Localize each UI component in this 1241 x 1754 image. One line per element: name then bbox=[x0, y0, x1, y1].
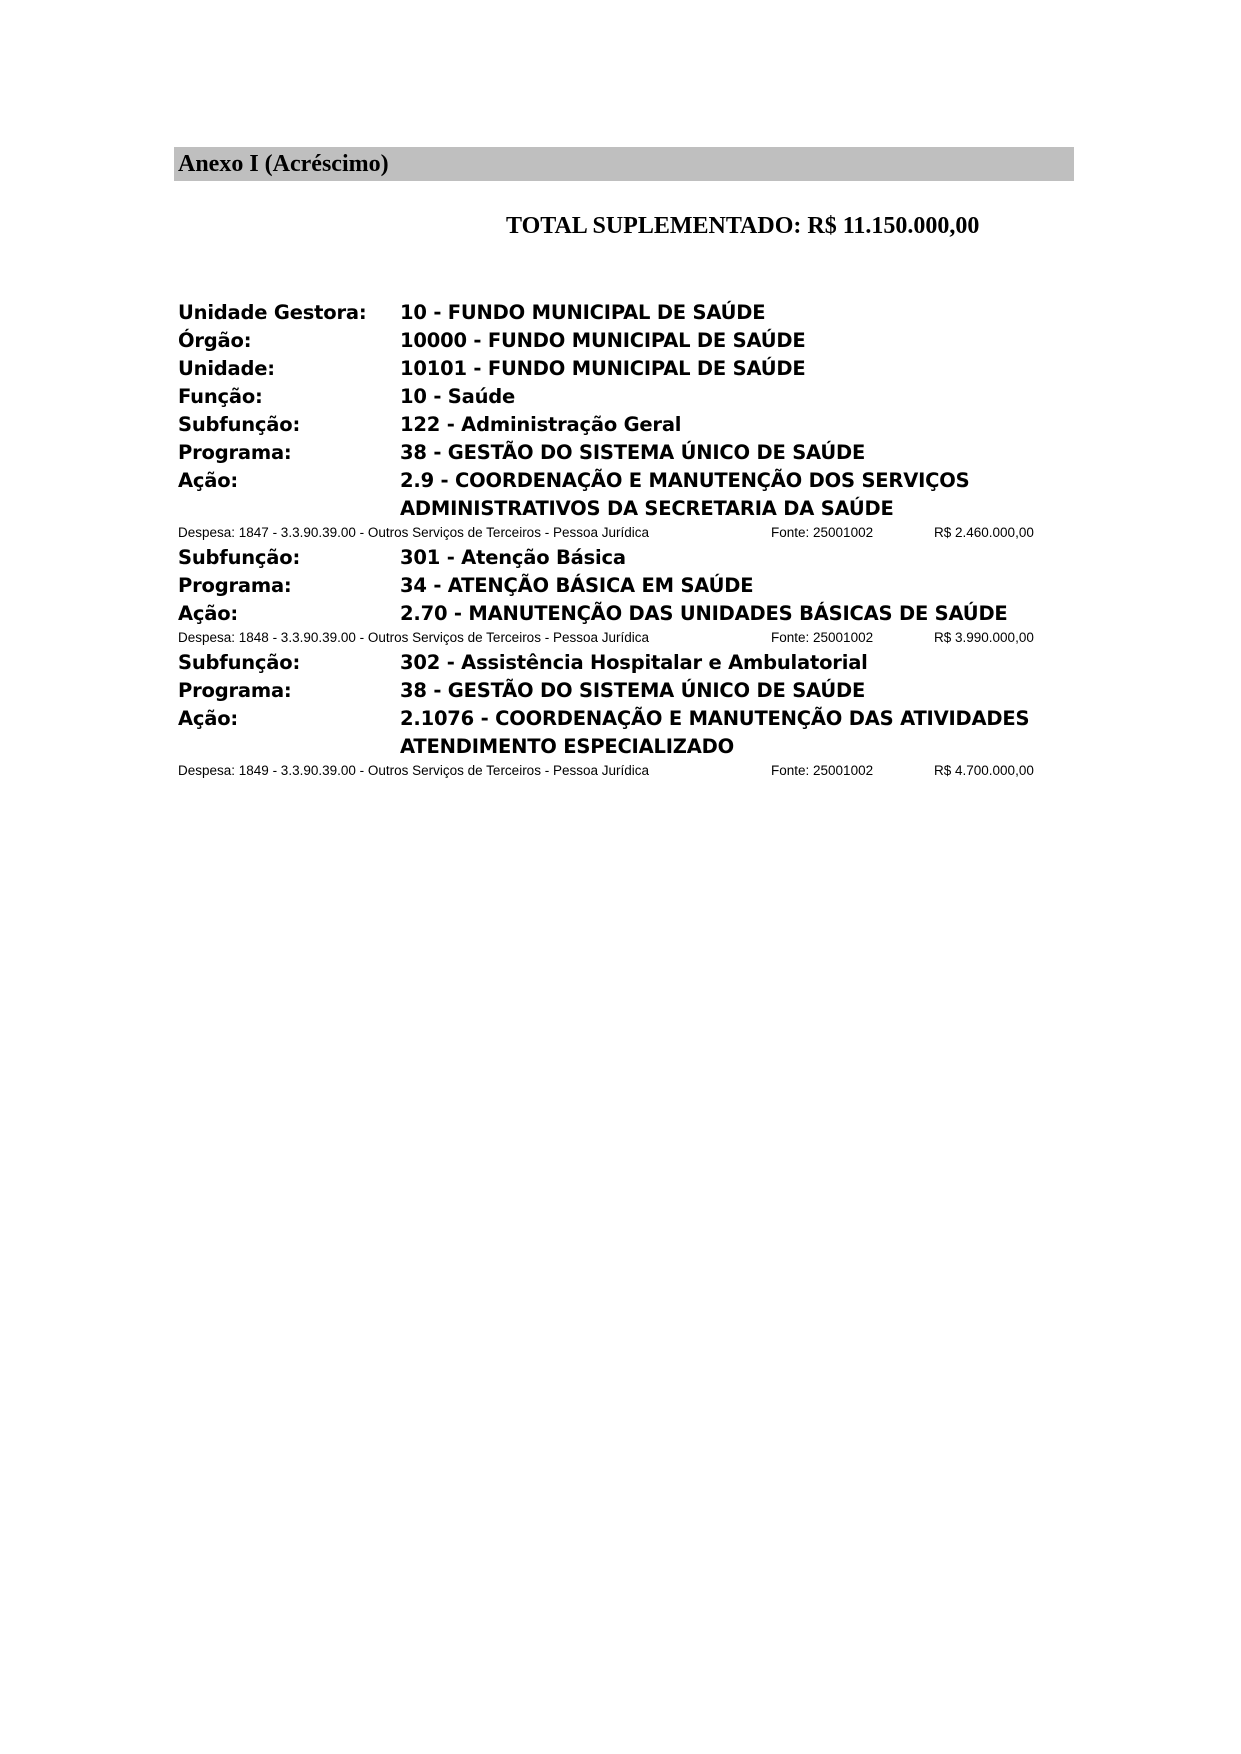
label-unidade: Unidade: bbox=[178, 357, 275, 380]
label-programa: Programa: bbox=[178, 441, 292, 464]
value-programa: 38 - GESTÃO DO SISTEMA ÚNICO DE SAÚDE bbox=[400, 679, 866, 702]
label-programa: Programa: bbox=[178, 679, 292, 702]
despesa-description: Despesa: 1848 - 3.3.90.39.00 - Outros Serviços de Terceiros - Pessoa Jurídica bbox=[178, 630, 649, 645]
despesa-amount: R$ 3.990.000,00 bbox=[934, 630, 1034, 645]
value-programa: 38 - GESTÃO DO SISTEMA ÚNICO DE SAÚDE bbox=[400, 441, 866, 464]
value-subfuncao: 122 - Administração Geral bbox=[400, 413, 682, 436]
despesa-description: Despesa: 1847 - 3.3.90.39.00 - Outros Serviços de Terceiros - Pessoa Jurídica bbox=[178, 525, 649, 540]
label-funcao: Função: bbox=[178, 385, 263, 408]
value-acao: 2.9 - COORDENAÇÃO E MANUTENÇÃO DOS SERVIÇOS bbox=[400, 469, 970, 492]
despesa-fonte: Fonte: 25001002 bbox=[771, 525, 874, 540]
total-supplemented: TOTAL SUPLEMENTADO: R$ 11.150.000,00 bbox=[506, 213, 980, 239]
value-unidade: 10101 - FUNDO MUNICIPAL DE SAÚDE bbox=[400, 357, 806, 380]
despesa-fonte: Fonte: 25001002 bbox=[771, 630, 874, 645]
despesa-amount: R$ 2.460.000,00 bbox=[934, 525, 1034, 540]
label-subfuncao: Subfunção: bbox=[178, 546, 301, 569]
value-subfuncao: 302 - Assistência Hospitalar e Ambulatorial bbox=[400, 651, 868, 674]
value-programa: 34 - ATENÇÃO BÁSICA EM SAÚDE bbox=[400, 574, 754, 597]
label-acao: Ação: bbox=[178, 469, 239, 492]
label-subfuncao: Subfunção: bbox=[178, 413, 301, 436]
label-acao: Ação: bbox=[178, 707, 239, 730]
value-acao-continuation: ADMINISTRATIVOS DA SECRETARIA DA SAÚDE bbox=[400, 497, 894, 520]
label-subfuncao: Subfunção: bbox=[178, 651, 301, 674]
value-acao-continuation: ATENDIMENTO ESPECIALIZADO bbox=[400, 735, 734, 758]
despesa-description: Despesa: 1849 - 3.3.90.39.00 - Outros Serviços de Terceiros - Pessoa Jurídica bbox=[178, 763, 649, 778]
label-orgao: Órgão: bbox=[178, 329, 252, 352]
label-unidade-gestora: Unidade Gestora: bbox=[178, 301, 367, 324]
value-acao: 2.1076 - COORDENAÇÃO E MANUTENÇÃO DAS ATIVIDADES bbox=[400, 707, 1030, 730]
label-acao: Ação: bbox=[178, 602, 239, 625]
despesa-amount: R$ 4.700.000,00 bbox=[934, 763, 1034, 778]
value-orgao: 10000 - FUNDO MUNICIPAL DE SAÚDE bbox=[400, 329, 806, 352]
label-programa: Programa: bbox=[178, 574, 292, 597]
despesa-fonte: Fonte: 25001002 bbox=[771, 763, 874, 778]
value-acao: 2.70 - MANUTENÇÃO DAS UNIDADES BÁSICAS DE SAÚDE bbox=[400, 602, 1008, 625]
annex-title: Anexo I (Acréscimo) bbox=[178, 151, 389, 177]
value-funcao: 10 - Saúde bbox=[400, 385, 516, 408]
value-unidade-gestora: 10 - FUNDO MUNICIPAL DE SAÚDE bbox=[400, 301, 766, 324]
value-subfuncao: 301 - Atenção Básica bbox=[400, 546, 626, 569]
